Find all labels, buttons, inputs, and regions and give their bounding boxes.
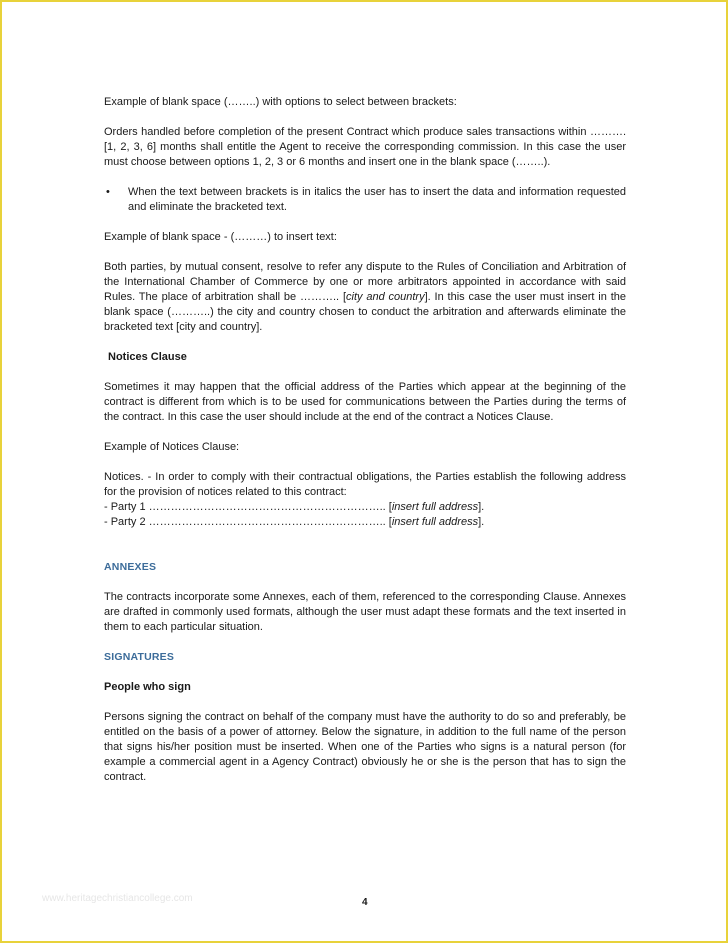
page-content: [104, 95, 626, 785]
notices-clause-text: Notices. - In order to comply with their contractual obligations, the Parties establish the following address for the provision of notices related to this contract:: [104, 471, 626, 498]
annexes-heading: ANNEXES: [104, 561, 157, 573]
arbitration-italic: city and country: [346, 291, 425, 303]
party-2-italic: insert full address: [391, 516, 479, 528]
party-2-end: ].: [478, 516, 485, 528]
arbitration-text-before: Both parties, by mutual consent, resolve to refer any dispute to the Rules of Conciliation and Arbitration of the International Chamber of Commerce by one or more arbitrators appointed in accordance with said Rules. The place of arbitration shall be ……….. [: [104, 261, 626, 303]
page-number: 4: [362, 897, 368, 908]
brackets-example-title: Example of blank space (……..) with options to select between brackets:: [104, 96, 457, 108]
notices-text: Sometimes it may happen that the official address of the Parties which appear at the beginning of the contract is different from which is to be used for communications between the Parties during the terms of the contract. In this case the user should include at the end of the contract a Notices Clause.: [104, 381, 626, 423]
brackets-example-text: Orders handled before completion of the present Contract which produce sales transactions within ………. [1, 2, 3, 6] months shall entitle the Agent to receive the corresponding commission. In this case the user must choose between options 1, 2, 3 or 6 months and insert one in the blank space (……..).: [104, 126, 626, 168]
party-1-line: [104, 500, 626, 515]
signatures-heading: SIGNATURES: [104, 651, 175, 663]
notices-clause-heading: Notices Clause: [108, 351, 187, 363]
party-1-italic: insert full address: [391, 501, 479, 513]
insert-text-example-title: Example of blank space - (………) to insert text:: [104, 231, 337, 243]
notices-example-title: Example of Notices Clause:: [104, 441, 240, 453]
italics-bullet-item: [104, 185, 626, 215]
watermark-text: www.heritagechristiancollege.com: [42, 893, 193, 904]
arbitration-paragraph: [104, 260, 626, 335]
annexes-text: The contracts incorporate some Annexes, each of them, referenced to the corresponding Clause. Annexes are drafted in commonly used formats, although the user must adapt these formats and the text inserted in them to each particular situation.: [104, 591, 626, 633]
people-who-sign-text: Persons signing the contract on behalf of the company must have the authority to do so and preferably, be entitled on the basis of a power of attorney. Below the signature, in addition to the full name of the person that signs his/her position must be inserted. When one of the Parties who signs is a natural person (for example a commercial agent in a Agency Contract) obviously he or she is the person that has to sign the contract.: [104, 711, 626, 783]
party-1-end: ].: [478, 501, 485, 513]
people-who-sign-heading: People who sign: [104, 681, 191, 693]
party-2-line: [104, 515, 626, 530]
bullet-icon: •: [106, 186, 110, 198]
party-1-label: - Party 1 ……………………………………………………….. [: [104, 501, 392, 513]
party-2-label: - Party 2 ……………………………………………………….. [: [104, 516, 392, 528]
arbitration-text-after: ]. In this case the user must insert in the blank space (………..) the city and country chosen to conduct the arbitration and afterwards eliminate the bracketed text [city and country].: [104, 291, 626, 333]
italics-bullet-text: When the text between brackets is in italics the user has to insert the data and information requested and eliminate the bracketed text.: [128, 186, 626, 213]
